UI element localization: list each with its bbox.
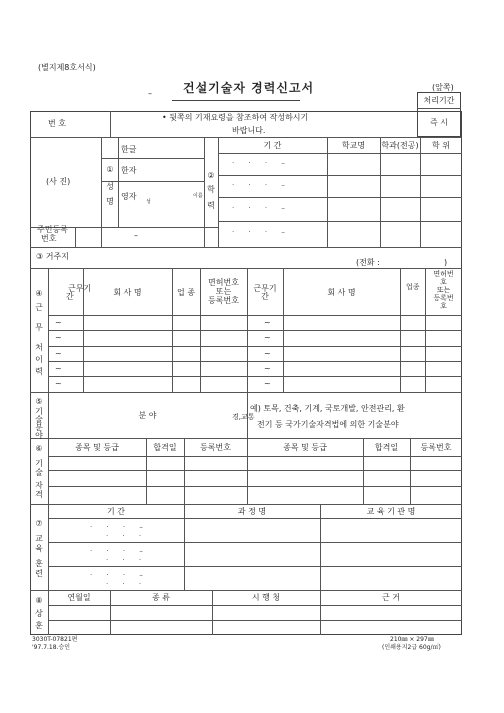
training-header-institution: 교 육 기 관 명 <box>366 507 416 516</box>
title-dash: – <box>148 89 152 98</box>
award-header-type: 종 류 <box>152 593 170 602</box>
field-label: 분 야 <box>138 411 157 420</box>
work-right-tilde: ~ <box>264 333 271 342</box>
field-side-4: 야 <box>35 431 43 440</box>
work-left-period-1: 근무기 <box>68 284 92 293</box>
edu-header-period: 기 간 <box>263 141 282 150</box>
qual-header-type-right: 종목 및 등급 <box>283 443 327 452</box>
field-side-1: 기 <box>35 407 43 416</box>
form-code: (별지제8호서식) <box>38 63 96 72</box>
training-period-dots: · · · – <box>90 523 149 531</box>
work-left-tilde: ~ <box>55 349 62 358</box>
work-right-license-2: 호 <box>440 278 447 286</box>
field-example-3: 전기 등 국가기술자격법에 의한 기술분야 <box>257 420 399 429</box>
number-label: 번 호 <box>48 119 66 128</box>
edu-period-dots: · · · – <box>232 181 291 189</box>
training-header-period: 기 간 <box>107 507 125 516</box>
field-num: ⑤ <box>35 397 43 406</box>
name-num: ① <box>106 165 114 174</box>
qual-header-type-left: 종목 및 등급 <box>75 443 119 452</box>
training-side-3: 훈 <box>35 559 43 568</box>
edu-header-school: 학교명 <box>341 141 366 150</box>
edu-header-major: 학과(전공) <box>381 141 419 150</box>
rrn-dash: – <box>134 231 138 240</box>
work-left-license-3: 등록번호 <box>208 296 239 305</box>
award-header-agency: 시 행 청 <box>251 593 281 602</box>
name-english-surname: 성 <box>146 199 151 205</box>
training-side-2: 육 <box>35 544 43 553</box>
training-num: ⑦ <box>35 519 43 528</box>
qual-side-2: 술 <box>35 468 43 477</box>
work-side-5: 력 <box>35 367 43 376</box>
award-header-basis: 근 거 <box>382 593 400 602</box>
award-side-1: 상 <box>35 609 43 618</box>
edu-period-dots: · · · – <box>232 204 291 212</box>
footer-left-1: 3030T-07821편 <box>32 636 78 643</box>
edu-period-dots: · · · – <box>232 159 291 167</box>
rrn-label-1: 주민등록 <box>37 225 68 234</box>
name-english-given: 이름 <box>193 193 203 199</box>
form-frame <box>30 111 462 635</box>
rrn-label-2: 번호 <box>41 234 57 243</box>
name-hangul-label: 한글 <box>121 145 137 154</box>
qual-side-1: 기 <box>35 459 43 468</box>
work-left-industry: 업 종 <box>177 288 195 297</box>
training-period-dots: · · · – <box>90 571 149 579</box>
footer-left-2: '97.7.18.승인 <box>32 644 71 651</box>
instruction-line2: 바랍니다. <box>232 126 266 135</box>
work-side-1: 근 <box>35 303 43 312</box>
name-hanja-label: 한자 <box>121 166 137 175</box>
work-right-tilde: ~ <box>264 318 271 327</box>
work-left-period-2: 간 <box>66 292 74 301</box>
field-example-1: 예) 토목, 건축, 기계, 국토개발, 안전관리, 환 <box>250 404 405 413</box>
work-right-tilde: ~ <box>264 379 271 388</box>
work-side-4: 이 <box>35 355 43 364</box>
work-right-license-4: 등록번 <box>433 294 454 302</box>
field-example-2: 경,교통 <box>232 413 255 421</box>
name-english-label: 영자 <box>121 192 137 201</box>
qual-header-reg-right: 등록번호 <box>420 443 452 452</box>
processing-value: 즉 시 <box>430 118 448 127</box>
title-underline <box>172 100 300 101</box>
work-right-period-2: 간 <box>261 292 269 301</box>
work-left-company: 회 사 명 <box>113 288 142 297</box>
award-side-2: 훈 <box>35 621 43 630</box>
work-right-tilde: ~ <box>264 364 271 373</box>
edu-num: ② <box>207 171 215 180</box>
work-side-3: 처 <box>35 343 43 352</box>
page-title: 건설기술자 경력신고서 <box>183 81 315 95</box>
training-period-dots-2: · · · <box>106 556 148 564</box>
work-right-tilde: ~ <box>264 349 271 358</box>
work-left-tilde: ~ <box>55 364 62 373</box>
footer-right-2: (인쇄용지2급 60g/㎡) <box>382 644 441 651</box>
work-right-period-1: 근무기 <box>253 284 277 293</box>
award-header-date: 연월일 <box>67 593 91 602</box>
field-side-3: 분 <box>35 423 43 432</box>
edu-label-1: 학 <box>207 185 215 194</box>
training-period-dots-2: · · · <box>106 532 148 540</box>
phone-close: ) <box>444 258 448 267</box>
qual-side-3: 자 <box>35 481 43 490</box>
name-label-1: 성 <box>106 182 114 191</box>
training-period-dots: · · · – <box>90 547 149 555</box>
work-right-industry: 업종 <box>406 283 420 291</box>
front-label: (앞쪽) <box>432 83 454 92</box>
qual-num: ⑥ <box>35 444 43 453</box>
qual-header-reg-left: 등록번호 <box>200 443 231 452</box>
work-left-tilde: ~ <box>55 333 62 342</box>
edu-label-2: 력 <box>207 201 215 210</box>
work-right-license-3: 또는 <box>436 286 451 294</box>
work-right-license-1: 면허번 <box>433 270 454 278</box>
training-header-course: 과 정 명 <box>237 507 267 516</box>
name-label-2: 명 <box>106 197 114 206</box>
training-side-1: 교 <box>35 534 43 543</box>
work-left-license-2: 또는 <box>215 287 232 296</box>
processing-label: 처리기간 <box>423 96 455 105</box>
training-side-4: 련 <box>35 569 43 578</box>
footer-right-1: 210㎜ × 297㎜ <box>390 636 434 643</box>
work-right-license-5: 호 <box>440 302 447 310</box>
work-side-2: 무 <box>35 323 43 332</box>
training-period-dots-2: · · · <box>106 580 148 588</box>
qual-header-pass-right: 합격일 <box>374 443 399 452</box>
photo-label: (사 진) <box>46 177 71 186</box>
instruction-line1: • 뒷쪽의 기재요령을 참조하여 작성하시기 <box>162 113 309 122</box>
address-label: ③ 거주지 <box>36 252 69 261</box>
field-side-2: 술 <box>35 415 43 424</box>
phone-label: (전화 : <box>356 258 380 267</box>
work-left-tilde: ~ <box>55 318 62 327</box>
qual-side-4: 격 <box>35 490 43 499</box>
edu-header-degree: 학 위 <box>432 141 450 150</box>
work-num: ④ <box>35 289 43 298</box>
work-right-company: 회 사 명 <box>327 288 356 297</box>
work-left-tilde: ~ <box>55 379 62 388</box>
qual-header-pass-left: 합격일 <box>153 443 177 452</box>
work-left-license-1: 면허번호 <box>208 278 239 287</box>
award-num: ⑧ <box>35 596 43 605</box>
edu-period-dots: · · · – <box>232 228 291 236</box>
